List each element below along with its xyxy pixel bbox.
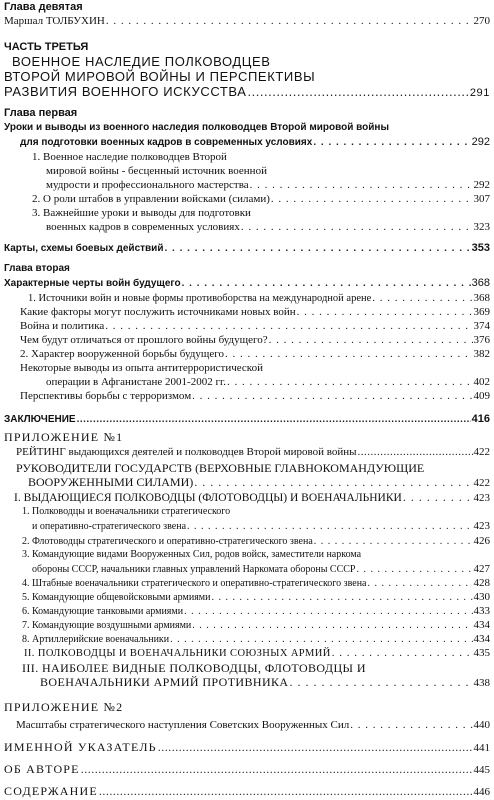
toc-entry-text: Глава девятая	[4, 1, 83, 13]
toc-page-number: 307	[473, 193, 490, 205]
toc-entry-text: 1. Военное наследие полководцев Второй	[32, 151, 227, 163]
toc-page-number: 435	[473, 647, 490, 659]
toc-page-number: 440	[473, 719, 490, 731]
leader-dots	[99, 784, 473, 798]
toc-entry-maps[interactable]	[0, 241, 494, 256]
leader-dots	[241, 220, 473, 234]
toc-entry-text: РАЗВИТИЯ ВОЕННОГО ИСКУССТВА	[4, 84, 247, 99]
toc-entry-line	[0, 361, 494, 375]
toc-entry-offensive-scale[interactable]	[0, 718, 494, 732]
toc-entry-text: 1. Полководцы и военачальники стратегического	[22, 506, 231, 517]
toc-entry-text: Уроки и выводы из военного наследия полководцев Второй мировой войны	[4, 122, 389, 133]
toc-entry-text: ЧАСТЬ ТРЕТЬЯ	[4, 41, 89, 53]
toc-page-number: 427	[473, 563, 490, 575]
leader-dots	[106, 14, 473, 28]
toc-entry-about-author[interactable]	[0, 762, 494, 777]
toc-entry-war-and-politics[interactable]	[0, 319, 494, 333]
toc-page-number: 426	[473, 535, 490, 547]
toc-entry-air-army-commanders[interactable]	[0, 618, 494, 633]
toc-entry-chapter-one-title[interactable]	[0, 135, 494, 150]
toc-entry-text: операции в Афганистане 2001-2002 гг.	[46, 376, 226, 388]
leader-dots	[403, 490, 473, 504]
toc-entry-text: мудрости и профессионального мастерства	[46, 179, 249, 191]
toc-heading-appendix-two	[0, 700, 494, 714]
toc-entry-lessons[interactable]	[0, 220, 494, 234]
toc-entry-text: I. ВЫДАЮЩИЕСЯ ПОЛКОВОДЦЫ (ФЛОТОВОДЦЫ) И ВОЕНАЧАЛЬНИКИ	[14, 492, 402, 504]
toc-entry-text: Некоторые выводы из опыта антитеррористической	[20, 362, 263, 374]
toc-entry-line	[0, 548, 494, 562]
toc-entry-text: РЕЙТИНГ выдающихся деятелей и полководцев Второй мировой войны	[16, 446, 357, 458]
toc-entry-text: 5. Командующие общевойсковыми армиями	[22, 592, 211, 603]
toc-entry-tank-army-commanders[interactable]	[0, 604, 494, 619]
toc-entry-text: Чем будут отличаться от прошлого войны будущего?	[20, 334, 268, 346]
toc-part-title-line	[0, 55, 494, 69]
toc-entry-outstanding-commanders[interactable]	[0, 490, 494, 505]
toc-page-number: 292	[473, 179, 490, 191]
toc-entry-text: 4. Штабные военачальники стратегического и оперативно-стратегического звена	[22, 578, 367, 589]
leader-dots	[358, 445, 473, 459]
leader-dots	[182, 277, 471, 291]
leader-dots	[184, 605, 472, 619]
toc-entry-terrorism[interactable]	[0, 389, 494, 403]
toc-heading-chapter-one	[0, 106, 494, 120]
toc-page-number: 430	[473, 591, 490, 603]
toc-entry-army-commanders[interactable]	[0, 590, 494, 605]
leader-dots	[332, 646, 473, 660]
toc-entry-fleet-commanders[interactable]	[0, 534, 494, 549]
toc-entry-text: ОБ АВТОРЕ	[4, 762, 80, 776]
toc-heading-chapter-nine	[0, 0, 494, 14]
toc-chapter-title-line	[0, 121, 494, 135]
toc-entry-text: 3. Важнейшие уроки и выводы для подготовки	[32, 207, 251, 219]
toc-entry-name-index[interactable]	[0, 740, 494, 755]
toc-entry-text: 8. Артиллерийские военачальники	[22, 634, 170, 645]
toc-page-number: 422	[473, 477, 490, 489]
toc-page-number: 416	[471, 413, 490, 425]
leader-dots	[271, 192, 473, 206]
toc-entry-text: 6. Командующие танковыми армиями	[22, 606, 184, 617]
toc-page-number: 292	[471, 136, 490, 148]
toc-entry-text: Перспективы борьбы с терроризмом	[20, 390, 192, 402]
toc-entry-text: II. ПОЛКОВОДЦЫ И ВОЕНАЧАЛЬНИКИ СОЮЗНЫХ АРМИЙ	[24, 648, 331, 659]
toc-entry-text: 2. Флотоводцы стратегического и оперативно-стратегического звена	[22, 536, 313, 547]
toc-page-number: 446	[473, 786, 490, 798]
toc-page-number: 323	[473, 221, 490, 233]
toc-entry-text: и оперативно-стратегического звена	[32, 521, 187, 532]
toc-entry-contents[interactable]	[0, 784, 494, 799]
leader-dots	[192, 619, 472, 633]
toc-part-title-line	[0, 70, 494, 84]
leader-dots	[372, 291, 472, 305]
leader-dots	[368, 577, 473, 591]
toc-entry-enemy-commanders[interactable]	[0, 675, 494, 690]
toc-entry-line	[0, 661, 494, 675]
leader-dots	[357, 563, 473, 577]
toc-page-number: 402	[473, 376, 490, 388]
toc-page-number: 368	[473, 292, 490, 304]
leader-dots	[269, 333, 473, 347]
toc-entry-heads-of-state[interactable]	[0, 475, 494, 490]
leader-dots	[250, 178, 473, 192]
toc-entry-part-three-title[interactable]	[0, 85, 494, 100]
leader-dots	[211, 591, 472, 605]
toc-page-number: 423	[473, 520, 490, 532]
toc-entry-conclusion[interactable]	[0, 412, 494, 427]
toc-entry-text: Масштабы стратегического наступления Советских Вооруженных Сил	[16, 719, 350, 731]
toc-entry-role-of-staffs[interactable]	[0, 192, 494, 206]
toc-entry-text: для подготовки военных кадров в современных условиях	[20, 137, 313, 148]
toc-entry-artillery-commanders[interactable]	[0, 632, 494, 647]
toc-entry-line	[0, 206, 494, 220]
toc-page-number: 409	[473, 390, 490, 402]
toc-page-number: 445	[473, 764, 490, 776]
leader-dots	[187, 520, 472, 534]
toc-page-number: 376	[473, 334, 490, 346]
toc-page-number: 382	[473, 348, 490, 360]
toc-page-number: 368	[471, 277, 490, 289]
leader-dots	[158, 740, 473, 754]
toc-entry-text: ВООРУЖЕННЫМИ СИЛАМИ)	[28, 475, 194, 489]
toc-entry-text: Маршал ТОЛБУХИН	[4, 15, 105, 27]
leader-dots	[248, 85, 469, 99]
toc-entry-tolbukhin[interactable]	[0, 14, 494, 28]
toc-page-number: 423	[473, 492, 490, 504]
toc-entry-strategic-commanders[interactable]	[0, 519, 494, 534]
toc-page-number: 441	[473, 742, 490, 754]
toc-page-number: 422	[473, 446, 490, 458]
leader-dots	[192, 389, 472, 403]
toc-entry-text: ПРИЛОЖЕНИЕ №1	[4, 430, 124, 444]
toc-entry-text: ПРИЛОЖЕНИЕ №2	[4, 700, 124, 714]
toc-entry-line	[0, 150, 494, 164]
toc-entry-text: ЗАКЛЮЧЕНИЕ	[4, 414, 76, 425]
toc-entry-text: 7. Командующие воздушными армиями	[22, 620, 192, 631]
toc-page-number: 428	[473, 577, 490, 589]
toc-entry-text: Глава вторая	[4, 263, 70, 274]
leader-dots	[290, 675, 473, 689]
toc-heading-part-three	[0, 40, 494, 54]
toc-page-number: 434	[473, 633, 490, 645]
toc-entry-text: Глава первая	[4, 107, 78, 119]
toc-entry-text: Характерные черты войн будущего	[4, 278, 181, 289]
toc-heading-chapter-two	[0, 262, 494, 276]
toc-entry-text: военных кадров в современных условиях	[46, 221, 240, 233]
toc-entry-sources-of-wars[interactable]	[0, 291, 494, 306]
toc-entry-armed-struggle[interactable]	[0, 347, 494, 361]
leader-dots	[77, 413, 471, 427]
toc-entry-staff-commanders[interactable]	[0, 576, 494, 591]
toc-entry-differences[interactable]	[0, 333, 494, 347]
toc-entry-line	[0, 164, 494, 178]
leader-dots	[105, 319, 472, 333]
leader-dots	[297, 305, 473, 319]
toc-entry-afghanistan[interactable]	[0, 375, 494, 389]
leader-dots	[313, 136, 470, 150]
toc-entry-text: ИМЕННОЙ УКАЗАТЕЛЬ	[4, 740, 157, 754]
toc-entry-line	[0, 505, 494, 519]
toc-entry-text: III. НАИБОЛЕЕ ВИДНЫЕ ПОЛКОВОДЦЫ, ФЛОТОВОДЦЫ И	[22, 661, 366, 675]
leader-dots	[314, 535, 473, 549]
toc-heading-appendix-one	[0, 430, 494, 444]
toc-page-number: 369	[473, 306, 490, 318]
toc-entry-text: ВТОРОЙ МИРОВОЙ ВОЙНЫ И ПЕРСПЕКТИВЫ	[4, 69, 316, 84]
toc-entry-text: Карты, схемы боевых действий	[4, 243, 164, 254]
leader-dots	[194, 475, 472, 489]
toc-entry-service-commanders[interactable]	[0, 562, 494, 577]
toc-page-number: 438	[473, 677, 490, 689]
leader-dots	[225, 347, 473, 361]
toc-entry-text: 3. Командующие видами Вооруженных Сил, родов войск, заместители наркома	[22, 549, 362, 560]
leader-dots	[164, 242, 470, 256]
toc-entry-text: мировой войны - бесценный источник военной	[46, 165, 267, 177]
toc-entry-military-heritage[interactable]	[0, 178, 494, 192]
leader-dots	[350, 718, 472, 732]
toc-entry-text: 2. Характер вооруженной борьбы будущего	[20, 348, 224, 360]
toc-entry-rating[interactable]	[0, 445, 494, 459]
leader-dots	[170, 633, 472, 647]
toc-entry-text: ВОЕННОЕ НАСЛЕДИЕ ПОЛКОВОДЦЕВ	[12, 54, 271, 69]
toc-page-number: 270	[473, 15, 490, 27]
leader-dots	[81, 762, 473, 776]
toc-page-number: 374	[473, 320, 490, 332]
toc-entry-text: РУКОВОДИТЕЛИ ГОСУДАРСТВ (ВЕРХОВНЫЕ ГЛАВНОКОМАНДУЮЩИЕ	[16, 461, 425, 475]
toc-entry-text: Какие факторы могут послужить источниками новых войн	[20, 306, 296, 318]
toc-page-number: 434	[473, 619, 490, 631]
toc-entry-text: обороны СССР, начальники главных управлений Наркомата обороны СССР	[32, 564, 356, 575]
toc-page-number: 433	[473, 605, 490, 617]
toc-entry-line	[0, 461, 494, 475]
toc-entry-text: ВОЕНАЧАЛЬНИКИ АРМИЙ ПРОТИВНИКА	[40, 675, 289, 689]
toc-page-number: 291	[469, 87, 490, 99]
leader-dots	[227, 375, 473, 389]
toc-entry-future-wars[interactable]	[0, 276, 494, 291]
toc-page-number: 353	[471, 242, 490, 254]
toc-entry-factors[interactable]	[0, 305, 494, 319]
toc-entry-text: 1. Источники войн и новые формы противоборства на международной арене	[28, 293, 372, 304]
toc-entry-text: 2. О роли штабов в управлении войсками (силами)	[32, 193, 270, 205]
toc-entry-text: СОДЕРЖАНИЕ	[4, 784, 98, 798]
toc-entry-text: Война и политика	[20, 320, 105, 332]
toc-entry-allied-commanders[interactable]	[0, 646, 494, 661]
